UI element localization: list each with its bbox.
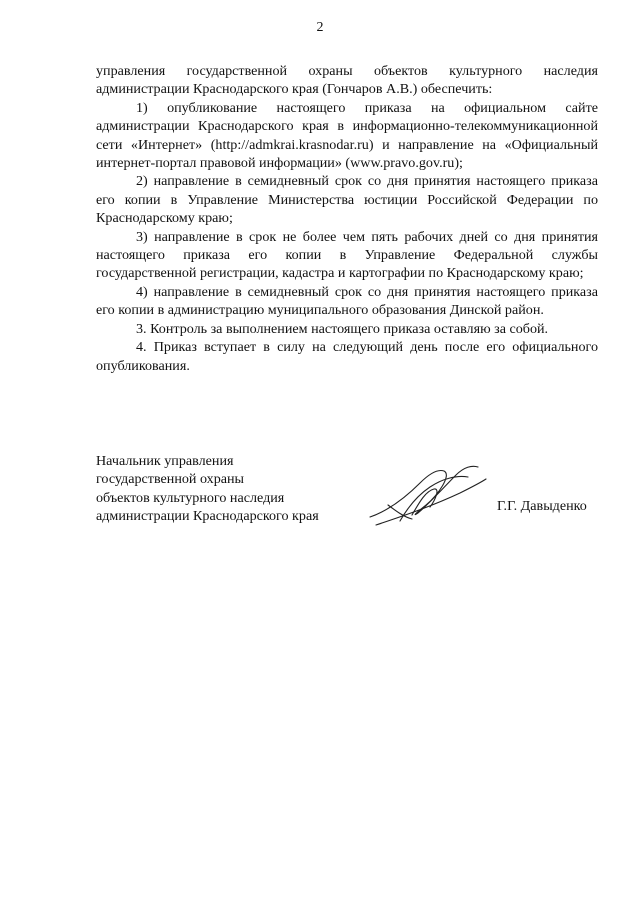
handwritten-signature <box>360 455 490 535</box>
paragraph-item-3: 3) направление в срок не более чем пять рабочих дней со дня принятия настоящего приказа его копии в Управление Федеральной службы государственной регистрации, кадастра и картографии по Краснодарскому краю; <box>96 228 598 282</box>
signatory-title-line: Начальник управления <box>96 453 234 469</box>
paragraph-item-4: 4) направление в семидневный срок со дня принятия настоящего приказа его копии в администрацию муниципального образования Динской район. <box>96 283 598 319</box>
page-number: 2 <box>316 20 324 35</box>
document-body <box>96 62 598 375</box>
signatory-title-line: объектов культурного наследия <box>96 489 285 506</box>
signatory-title-line: государственной охраны <box>96 471 245 488</box>
paragraph-control: 3. Контроль за выполнением настоящего приказа оставляю за собой. <box>136 320 549 337</box>
signatory-title-line: администрации Краснодарского края <box>96 508 319 525</box>
signature-block <box>96 452 319 526</box>
paragraph-item-1: 1) опубликование настоящего приказа на официальном сайте администрации Краснодарского края в информационно-телекоммуникационной сети «Интернет» (http://admkrai.krasnodar.ru) и направление на «Официальный интернет-портал правовой информации» (www.pravo.gov.ru); <box>96 99 598 172</box>
paragraph-intro: управления государственной охраны объектов культурного наследия администрации Краснодарского края (Гончаров А.В.) обеспечить: <box>96 63 598 98</box>
paragraph-effective: 4. Приказ вступает в силу на следующий день после его официального опубликования. <box>96 339 598 374</box>
paragraph-item-2: 2) направление в семидневный срок со дня принятия настоящего приказа его копии в Управление Министерства юстиции Российской Федерации по Краснодарскому краю; <box>96 173 598 227</box>
signatory-name: Г.Г. Давыденко <box>497 498 587 514</box>
